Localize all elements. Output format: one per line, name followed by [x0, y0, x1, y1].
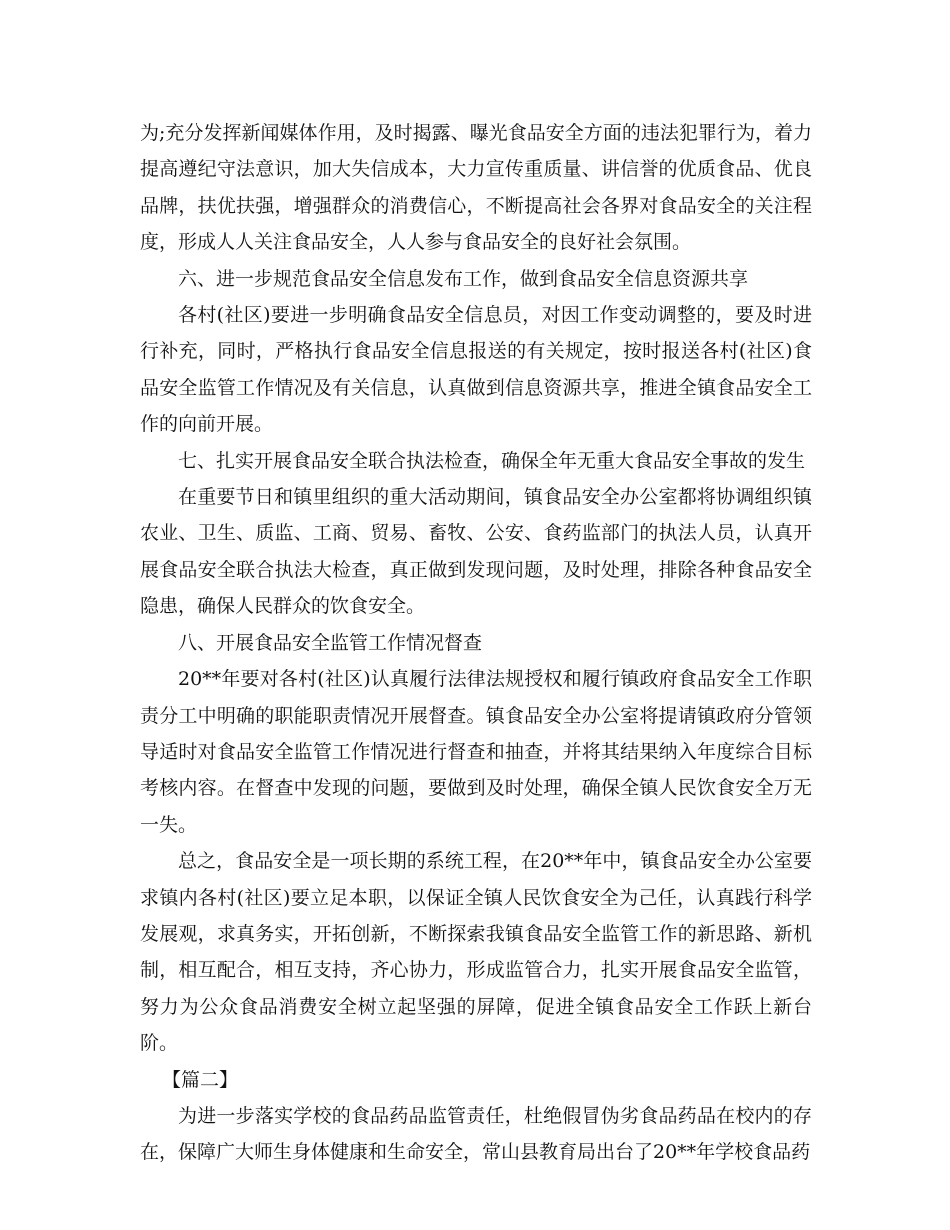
section-heading-7: 七、扎实开展食品安全联合执法检查，确保全年无重大食品安全事故的发生	[178, 449, 806, 472]
body-paragraph: 20**年要对各村(社区)认真履行法律法规授权和履行镇政府食品安全工作职责分工中明确的职能职责情况开展督查。镇食品安全办公室将提请镇政府分管领导适时对食品安全监管工作情况进行督查和抽查，并将其结果纳入年度综合目标考核内容。在督查中发现的问题，要做到及时处理，确保全镇人民饮食安全万无一失。	[140, 668, 812, 836]
body-paragraph: 各村(社区)要进一步明确食品安全信息员，对因工作变动调整的，要及时进行补充，同时，严格执行食品安全信息报送的有关规定，按时报送各村(社区)食品安全监管工作情况及有关信息，认真做到信息资源共享，推进全镇食品安全工作的向前开展。	[140, 304, 812, 436]
part-two-label: 【篇二】	[162, 1068, 239, 1091]
section-heading-8: 八、开展食品安全监管工作情况督查	[178, 631, 483, 654]
conclusion-paragraph: 总之，食品安全是一项长期的系统工程，在20**年中，镇食品安全办公室要求镇内各村(社区)要立足本职，以保证全镇人民饮食安全为己任，认真践行科学发展观，求真务实，开拓创新，不断探索我镇食品安全监管工作的新思路、新机制，相互配合，相互支持，齐心协力，形成监管合力，扎实开展食品安全监管，努力为公众食品消费安全树立起坚强的屏障，促进全镇食品安全工作跃上新台阶。	[140, 850, 812, 1055]
body-paragraph: 为进一步落实学校的食品药品监管责任，杜绝假冒伪劣食品药品在校内的存在，保障广大师生身体健康和生命安全，常山县教育局出台了20**年学校食品药	[140, 1104, 812, 1164]
body-paragraph: 在重要节日和镇里组织的重大活动期间，镇食品安全办公室都将协调组织镇农业、卫生、质监、工商、贸易、畜牧、公安、食药监部门的执法人员，认真开展食品安全联合执法大检查，真正做到发现问题，及时处理，排除各种食品安全隐患，确保人民群众的饮食安全。	[140, 486, 812, 618]
paragraph-continuation: 为;充分发挥新闻媒体作用，及时揭露、曝光食品安全方面的违法犯罪行为，着力提高遵纪守法意识，加大失信成本，大力宣传重质量、讲信誉的优质食品、优良品牌，扶优扶强，增强群众的消费信心，不断提高社会各界对食品安全的关注程度，形成人人关注食品安全，人人参与食品安全的良好社会氛围。	[140, 122, 812, 254]
section-heading-6: 六、进一步规范食品安全信息发布工作，做到食品安全信息资源共享	[178, 267, 749, 290]
document-page	[140, 115, 812, 1171]
